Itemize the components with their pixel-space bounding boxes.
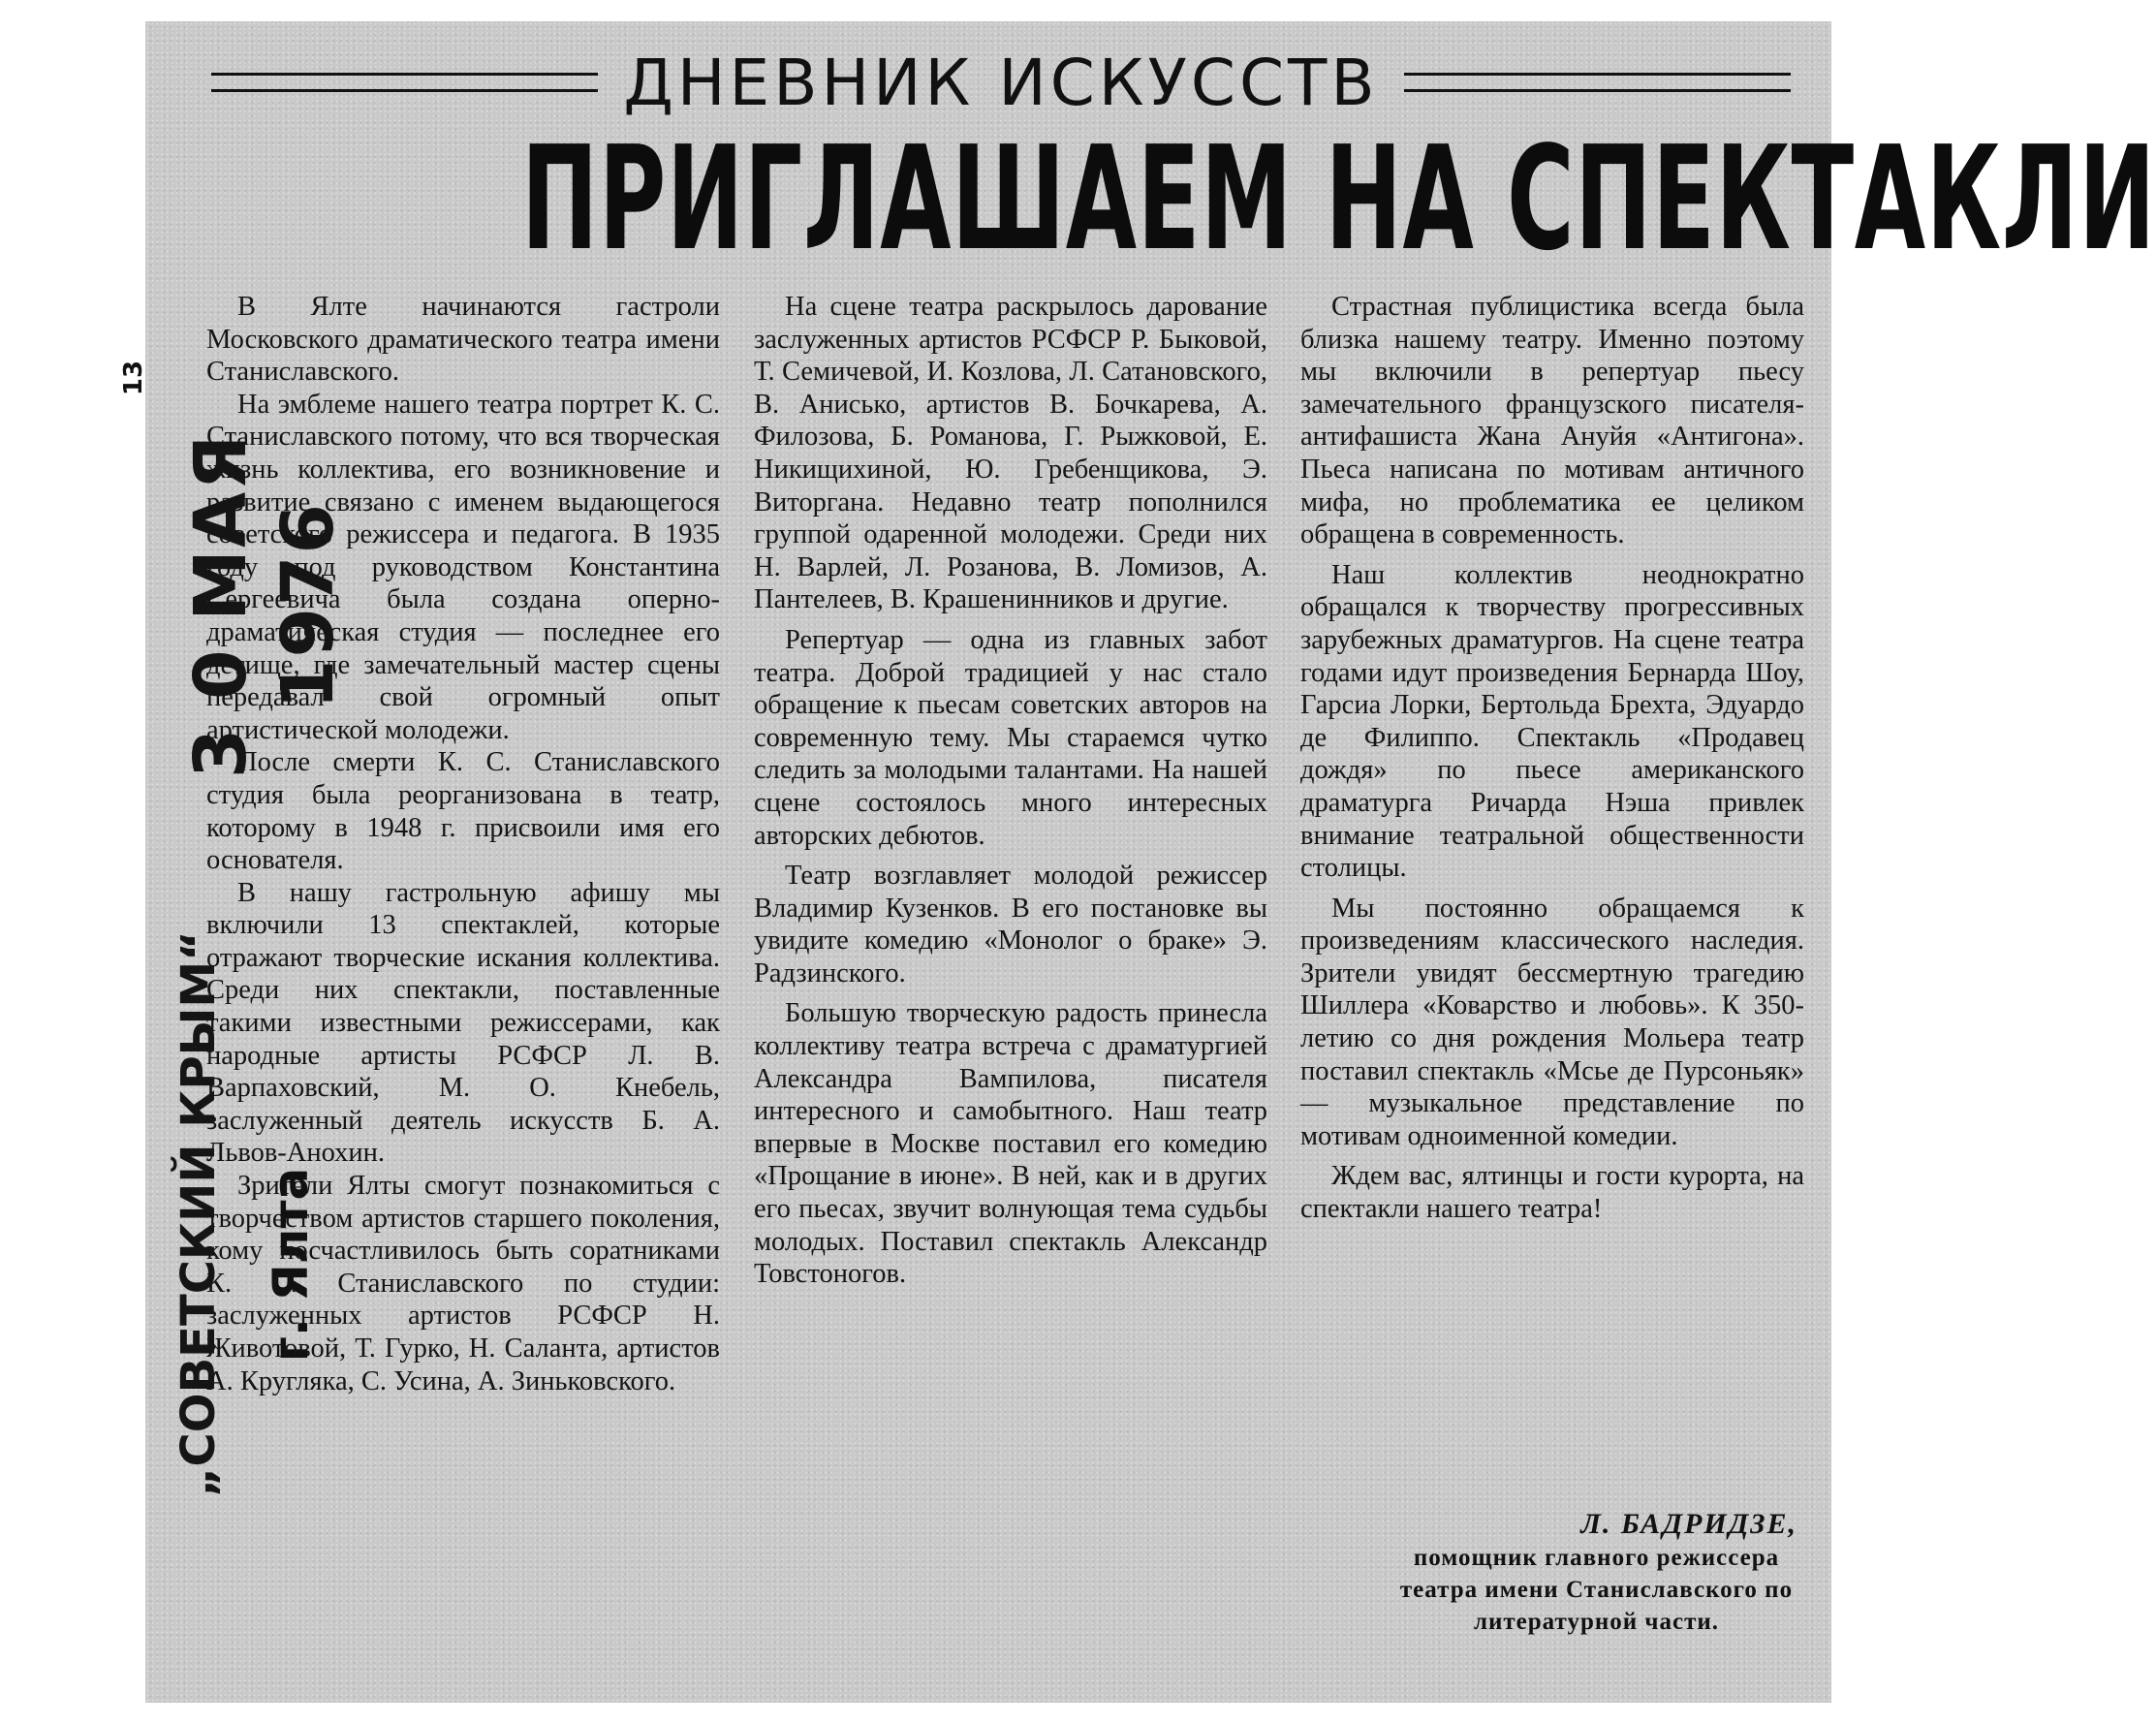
rubric-title: ДНЕВНИК ИСКУССТВ (623, 45, 1379, 120)
rubric-rule-left (211, 73, 598, 92)
margin-city: г. Ялта (263, 1167, 319, 1363)
paragraph: На эмблеме нашего театра портрет К. С. Станиславского потому, что вся творческая жизнь коллектива, его возникновение и развитие связано с именем выдающегося советского режиссера и педагога. В 1935 году под руководством Константина Сергеевича была создана оперно-драматическая студия — последнее его детище, где замечательный мастер сцены передавал свой огромный опыт артистической молодежи. (206, 389, 720, 745)
paragraph: После смерти К. С. Станиславского студия была реорганизована в театр, которому в 1948 г. присвоили имя его основателя. (206, 747, 720, 876)
headline: ПРИГЛАШАЕМ НА СПЕКТАКЛИ (521, 115, 2156, 282)
paragraph: Мы постоянно обращаемся к произведениям классического наследия. Зрители увидят бессмертную трагедию Шиллера «Коварство и любовь». К 350-летию со дня рождения Мольера театр поставил спектакль «Мсье де Пурсоньяк» — музыкальное представление по мотивам одноименной комедии. (1300, 893, 1804, 1151)
paragraph: Ждем вас, ялтинцы и гости курорта, на спектакли нашего театра! (1300, 1161, 1804, 1225)
paragraph: Репертуар — одна из главных забот театра. Доброй традицией у нас стало обращение к пьесам советских авторов на современную тему. Мы стараемся чутко следить за молодыми талантами. На нашей сцене состоялось много интересных авторских дебютов. (754, 624, 1267, 851)
rubric-banner (211, 44, 1791, 121)
paragraph: Большую творческую радость принесла коллективу театра встреча с драматургией Александра Вампилова, писателя интересного и самобытного. Наш театр впервые в Москве поставил его комедию «Прощание в июне». В ней, как и в других его пьесах, звучит волнующая тема судьбы молодых. Поставил спектакль Александр Товстоногов. (754, 998, 1267, 1290)
paragraph: В нашу гастрольную афишу мы включили 13 спектаклей, которые отражают творческие искания коллектива. Среди них спектакли, поставленные такими известными режиссерами, как народные артисты РСФСР Л. В. Варпаховский, М. О. Кнебель, заслуженный деятель искусств Б. А. Львов-Анохин. (206, 877, 720, 1169)
margin-newspaper-name: „СОВЕТСКИЙ КРЫМ“ (172, 930, 226, 1497)
article-column-3 (1300, 291, 1804, 1226)
paragraph: Театр возглавляет молодой режиссер Владимир Кузенков. В его постановке вы увидите комедию «Монолог о браке» Э. Радзинского. (754, 861, 1267, 988)
article-column-1 (206, 291, 720, 1397)
paragraph: Наш коллектив неоднократно обращался к творчеству прогрессивных зарубежных драматургов. На сцене театра годами идут произведения Бернарда Шоу, Гарсиа Лорки, Бертольда Брехта, Эдуардо де Филиппо. Спектакль «Продавец дождя» по пьесе американского драматурга Ричарда Нэша привлек внимание театральной общественности столицы. (1300, 559, 1804, 884)
author-name: Л. БАДРИДЗЕ, (1580, 1508, 1797, 1540)
margin-page-number: 13 (119, 360, 148, 396)
paragraph: В Ялте начинаются гастроли Московского драматического театра имени Станиславского. (206, 292, 720, 388)
author-title: помощник главного режиссера театра имени Станиславского по литературной части. (1399, 1545, 1794, 1635)
rubric-rule-right (1404, 73, 1791, 92)
article-column-2 (754, 291, 1267, 1291)
margin-date-stamp: 3 0 МАЯ 1976 (179, 432, 350, 779)
paragraph: Зрители Ялты смогут познакомиться с творчеством артистов старшего поколения, кому посчастливилось быть соратниками К. С. Станиславского по студии: заслуженных артистов РСФСР Н. Животовой, Т. Гурко, Н. Саланта, артистов А. Кругляка, С. Усина, А. Зиньковского. (206, 1171, 720, 1396)
author-signature (1395, 1507, 1797, 1638)
paragraph: На сцене театра раскрылось дарование заслуженных артистов РСФСР Р. Быковой, Т. Семичевой, И. Козлова, Л. Сатановского, В. Анисько, артистов В. Бочкарева, А. Филозова, Б. Романова, Г. Рыжковой, Е. Никищихиной, Ю. Гребенщикова, Э. Виторгана. Недавно театр пополнился группой одаренной молодежи. Среди них Н. Варлей, Л. Розанова, В. Ломизов, А. Пантелеев, В. Крашенинников и другие. (754, 292, 1267, 615)
paragraph: Страстная публицистика всегда была близка нашему театру. Именно поэтому мы включили в репертуар пьесу замечательного французского писателя-антифашиста Жана Ануйя «Антигона». Пьеса написана по мотивам античного мифа, но проблематика ее целиком обращена в современность. (1300, 292, 1804, 550)
